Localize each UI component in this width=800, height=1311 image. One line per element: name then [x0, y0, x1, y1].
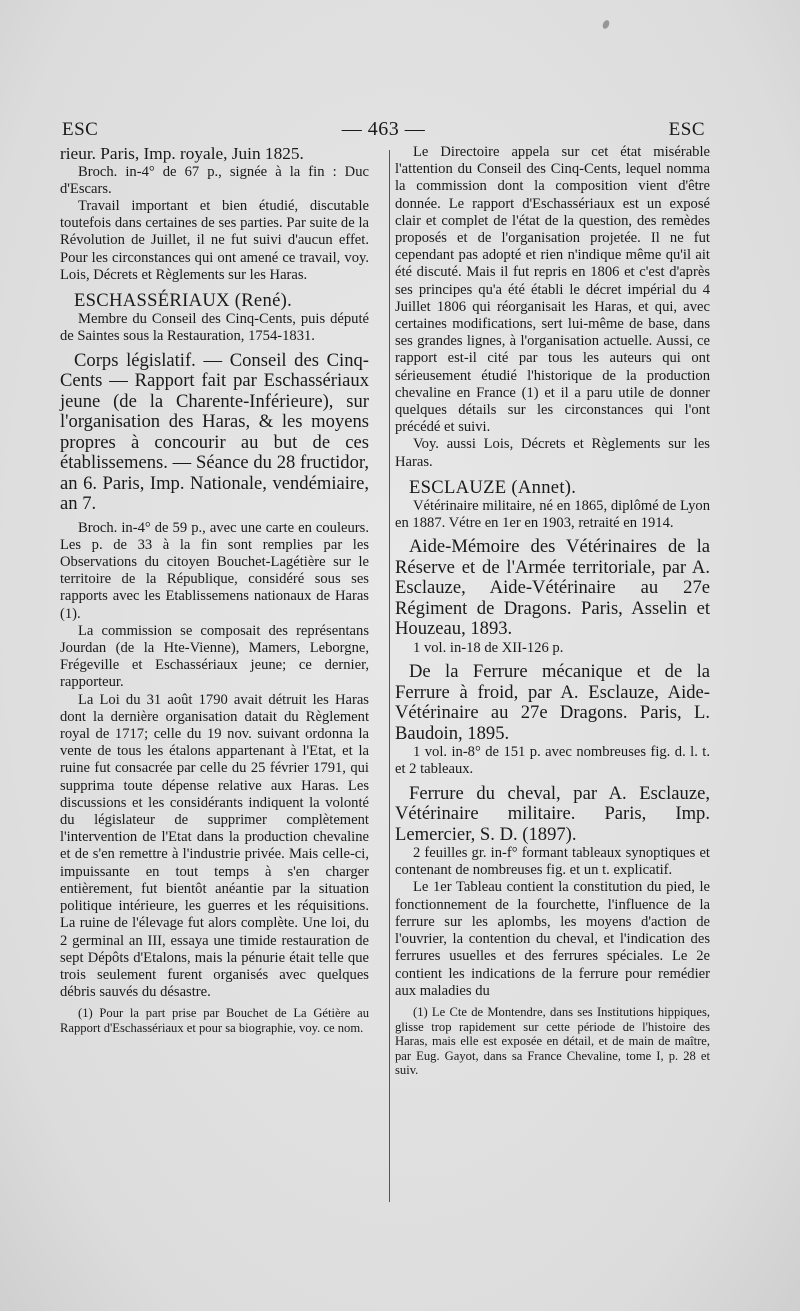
right-column [395, 144, 710, 1078]
work-title: Aide-Mémoire des Vétérinaires de la Réserve et de l'Armée territoriale, par A. Esclauze, Aide-Vétérinaire au 27e Régiment de Dragons. Paris, Asselin et Houzeau, 1893. [395, 536, 710, 640]
entry-commentary: Travail important et bien étudié, discutable toutefois dans certaines de ses parties. Par suite de la Révolution de Juillet, il ne fut suivi d'aucun effet. Pour les circonstances qui ont amené ce travail, voy. Lois, Décrets et Règlements sur les Haras. [60, 198, 369, 283]
entry-description: Broch. in-4° de 67 p., signée à la fin : Duc d'Escars. [60, 163, 369, 197]
entry-continuation: Le Directoire appela sur cet état misérable l'attention du Conseil des Cinq-Cents, lequel nomma la commission dont la composition vient d'être donnée. Le rapport d'Eschassériaux est un exposé clair et complet de l'état de la question, des remèdes proposés et de l'organisation projetée. Il ne fut cependant pas adopté et rien n'indique même qu'il ait été discuté. Mais il fut repris en 1806 et c'est d'après ses principes qu'a été établi le décret impérial du 4 Juillet 1806 qui réorganisait les Haras, et qui, avec certaines modifications, sert lui-même de base, dans ses grandes lignes, à l'organisation actuelle. Aussi, ce rapport est-il cité par tous les auteurs qui ont sérieusement étudié l'historique de la production chevaline en France (1) et il a paru utile de donner quelques détails sur les circonstances qui l'ont précédé et suivi. [395, 144, 710, 436]
header-left: ESC [62, 119, 99, 140]
author-bio: Vétérinaire militaire, né en 1865, diplômé de Lyon en 1887. Vétre en 1er en 1903, retraité en 1914. [395, 498, 710, 532]
column-divider [389, 150, 390, 1202]
work-commentary: La commission se composait des représentans Jourdan (de la Hte-Vienne), Mamers, Leborgne, Frégeville et Eschassériaux jeune; ce dernier, rapporteur. [60, 622, 369, 691]
work-description: 2 feuilles gr. in-f° formant tableaux synoptiques et contenant de nombreuses fig. et un t. explicatif. [395, 845, 710, 879]
work-description: 1 vol. in-8° de 151 p. avec nombreuses fig. d. l. t. et 2 tableaux. [395, 744, 710, 778]
footnote: (1) Pour la part prise par Bouchet de La Gétière au Rapport d'Eschassériaux et pour sa biographie, voy. ce nom. [60, 1006, 369, 1035]
work-commentary: Le 1er Tableau contient la constitution du pied, le fonctionnement de la fourchette, l'influence de la ferrure sur les aplombs, les moyens d'action de l'ouvrier, la contention du cheval, et l'indication des ferrures usuelles et des ferrures spéciales. Le 2e contient les indications de la ferrure pour remédier aux maladies du [395, 879, 710, 999]
work-title: Ferrure du cheval, par A. Esclauze, Vétérinaire militaire. Paris, Imp. Lemercier, S. D. (1897). [395, 782, 710, 845]
page-number: — 463 — [341, 118, 426, 140]
ink-speck [601, 19, 610, 30]
header-right: ESC [668, 119, 705, 140]
work-title: Corps législatif. — Conseil des Cinq-Cents — Rapport fait par Eschassériaux jeune (de la Charente-Inférieure), sur l'organisation des Haras, & les moyens propres à concourir au but de ces établissemens. — Séance du 28 fructidor, an 6. Paris, Imp. Nationale, vendémiaire, an 7. [60, 349, 369, 515]
work-title: De la Ferrure mécanique et de la Ferrure à froid, par A. Esclauze, Aide-Vétérinaire au 27e Dragons. Paris, L. Baudoin, 1895. [395, 661, 710, 744]
left-column [60, 144, 369, 1036]
work-history: La Loi du 31 août 1790 avait détruit les Haras dont la dernière organisation datait du Règlement royal de 1717; celle du 19 nov. suivant ordonna la vente de tous les étalons appartenant à l'Etat, et la ruine fut consacrée par celle du 25 février 1791, qui supprima toute dépense relative aux Haras. Les discussions et les considérants indiquent la volonté du législateur de supprimer complètement l'intervention de l'Etat dans la production chevaline et de s'en remettre à l'industrie privée. Mais celle-ci, impuissante en tout temps à s'en charger entièrement, fut bientôt anéantie par la situation politique intérieure, les guerres et les réquisitions. La ruine de l'élevage fut alors complète. Une loi, du 2 germinal an III, essaya une timide restauration de sept Dépôts d'Etalons, mais la pénurie était telle que trois seulement furent organisés avec quelques débris sauvés du désastre. [60, 691, 369, 1001]
entry-continuation: rieur. Paris, Imp. royale, Juin 1825. [60, 144, 304, 163]
work-description: 1 vol. in-18 de XII-126 p. [413, 639, 564, 656]
author-heading: ESCHASSÉRIAUX (René). [74, 290, 293, 312]
see-also: Voy. aussi Lois, Décrets et Règlements sur les Haras. [395, 436, 710, 470]
work-description: Broch. in-4° de 59 p., avec une carte en couleurs. Les p. de 33 à la fin sont remplies par les Observations du citoyen Bouchet-Lagétière sur le territoire de la République, considéré sous ses rapports avec les Etablissemens nationaux de Haras (1). [60, 519, 369, 622]
running-header [62, 118, 705, 141]
author-heading: ESCLAUZE (Annet). [409, 476, 577, 498]
author-bio: Membre du Conseil des Cinq-Cents, puis député de Saintes sous la Restauration, 1754-1831. [60, 311, 369, 345]
footnote: (1) Le Cte de Montendre, dans ses Institutions hippiques, glisse trop rapidement sur cette période de l'histoire des Haras, mais elle est exposée en détail, et de main de maître, par Eug. Gayot, dans sa France Chevaline, tome I, p. 28 et suiv. [395, 1004, 710, 1078]
